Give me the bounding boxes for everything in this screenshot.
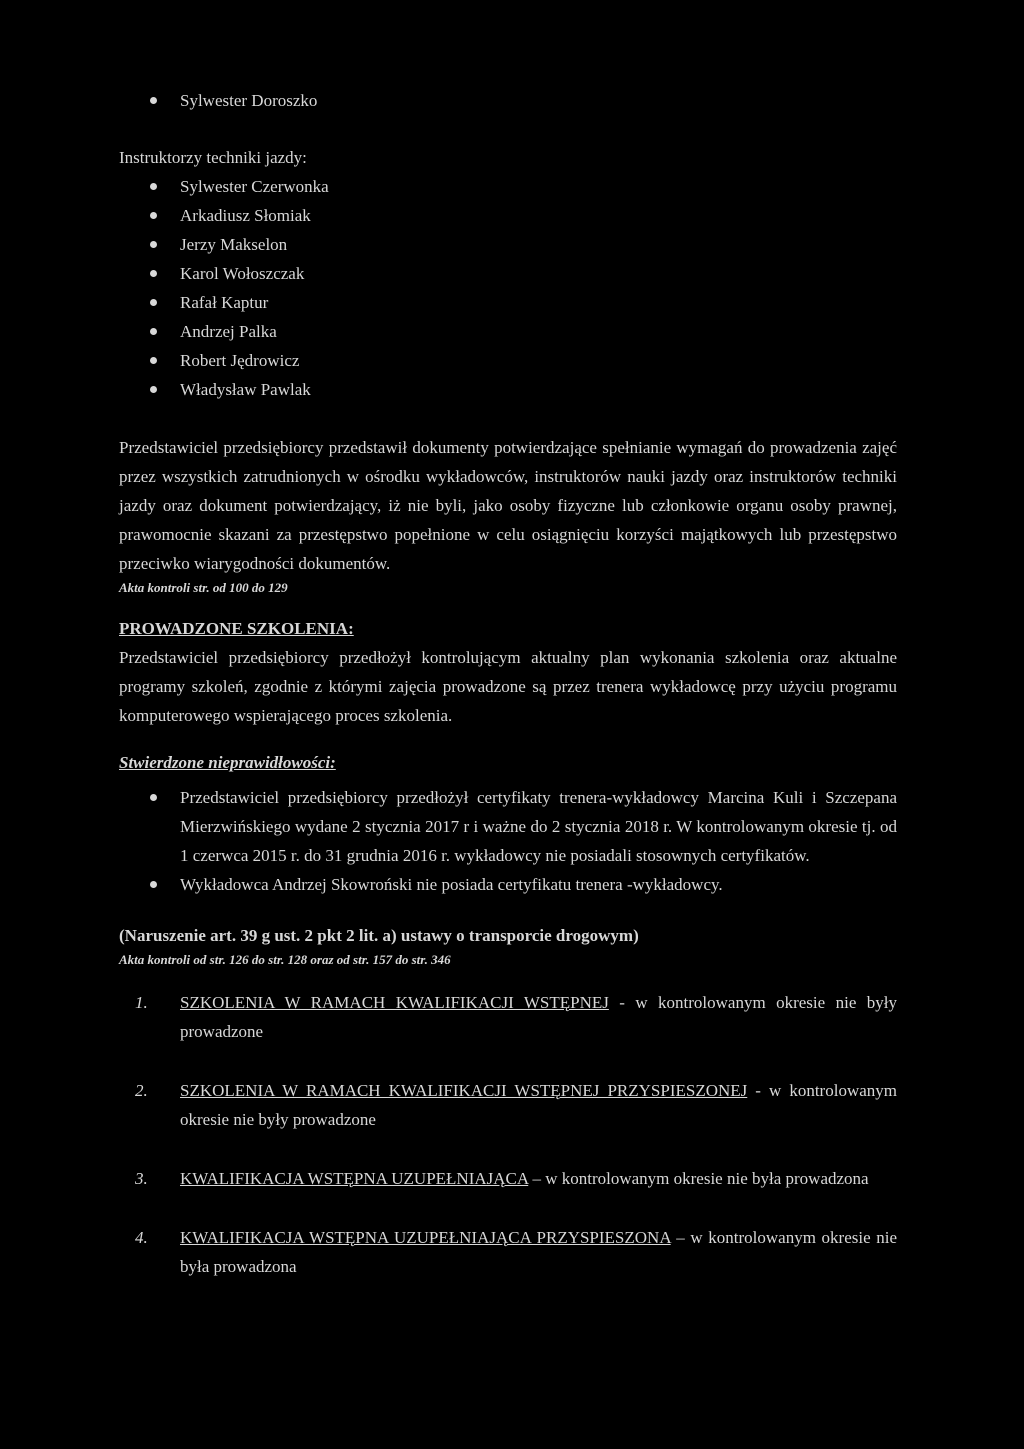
files-reference: Akta kontroli str. od 100 do 129: [119, 580, 288, 595]
list-item: Sylwester Doroszko: [119, 86, 897, 115]
list-item: Rafał Kaptur: [119, 288, 897, 317]
top-list: [119, 86, 897, 115]
item-text: – w kontrolowanym okresie nie była prowadzona: [180, 1228, 897, 1276]
list-item: Robert Jędrowicz: [119, 346, 897, 375]
documents-paragraph: Przedstawiciel przedsiębiorcy przedstawił dokumenty potwierdzające spełnianie wymagań do prowadzenia zajęć przez wszystkich zatrudnionych w ośrodku wykładowców, instruktorów nauki jazdy oraz instruktorów techniki jazdy oraz dokument potwierdzający, iż nie byli, jako osoby fizyczne lub członkowie organu osoby prawnej, prawomocnie skazani za przestępstwo popełnione w celu osiągnięciu korzyści majątkowych lub przestępstwo przeciwko wiarygodności dokumentów.: [119, 438, 897, 573]
instructors-list: [119, 172, 897, 404]
training-paragraph: Przedstawiciel przedsiębiorcy przedłożył kontrolującym aktualny plan wykonania szkolenia oraz aktualne programy szkoleń, zgodnie z którymi zajęcia prowadzone są przez trenera wykładowcę przy użyciu programu komputerowego wspierającego proces szkolenia.: [119, 648, 897, 725]
instructors-heading: Instruktorzy techniki jazdy:: [119, 148, 307, 167]
item-text: - w kontrolowanym okresie nie były prowadzone: [180, 1081, 897, 1129]
item-number: 3.: [135, 1169, 148, 1188]
irregularities-title: Stwierdzone nieprawidłowości:: [119, 753, 336, 772]
list-item: Władysław Pawlak: [119, 375, 897, 404]
list-item: Przedstawiciel przedsiębiorcy przedłożył certyfikaty trenera-wykładowcy Marcina Kuli i Szczepana Mierzwińskiego wydane 2 stycznia 2017 r i ważne do 2 stycznia 2018 r. W kontrolowanym okresie tj. od 1 czerwca 2015 r. do 31 grudnia 2016 r. wykładowcy nie posiadali stosownych certyfikatów.: [119, 783, 897, 870]
item-number: 4.: [135, 1228, 148, 1247]
list-item: Jerzy Makselon: [119, 230, 897, 259]
list-item: Karol Wołoszczak: [119, 259, 897, 288]
list-item: Wykładowca Andrzej Skowroński nie posiada certyfikatu trenera -wykładowcy.: [119, 870, 897, 899]
violation-note: (Naruszenie art. 39 g ust. 2 pkt 2 lit. a) ustawy o transporcie drogowym): [119, 926, 639, 945]
list-item: [119, 1164, 897, 1193]
files-reference-2: Akta kontroli od str. 126 do str. 128 oraz od str. 157 do str. 346: [119, 952, 451, 967]
item-text: - w kontrolowanym okresie nie były prowadzone: [180, 993, 897, 1041]
irregularities-list: [119, 783, 897, 899]
section-title: PROWADZONE SZKOLENIA:: [119, 619, 354, 638]
list-item: [119, 988, 897, 1046]
item-text: – w kontrolowanym okresie nie była prowadzona: [528, 1169, 869, 1188]
list-item: Andrzej Palka: [119, 317, 897, 346]
item-title: SZKOLENIA W RAMACH KWALIFIKACJI WSTĘPNEJ: [180, 993, 609, 1012]
list-item: [119, 1076, 897, 1134]
item-title: KWALIFIKACJA WSTĘPNA UZUPEŁNIAJĄCA: [180, 1169, 529, 1188]
item-number: 1.: [135, 993, 148, 1012]
list-item: Sylwester Czerwonka: [119, 172, 897, 201]
document-page: [119, 86, 897, 1311]
item-title: KWALIFIKACJA WSTĘPNA UZUPEŁNIAJĄCA PRZYSPIESZONA: [180, 1228, 671, 1247]
item-title: SZKOLENIA W RAMACH KWALIFIKACJI WSTĘPNEJ PRZYSPIESZONEJ: [180, 1081, 748, 1100]
item-number: 2.: [135, 1081, 148, 1100]
list-item: [119, 1223, 897, 1281]
list-item: Arkadiusz Słomiak: [119, 201, 897, 230]
numbered-list: [119, 988, 897, 1281]
